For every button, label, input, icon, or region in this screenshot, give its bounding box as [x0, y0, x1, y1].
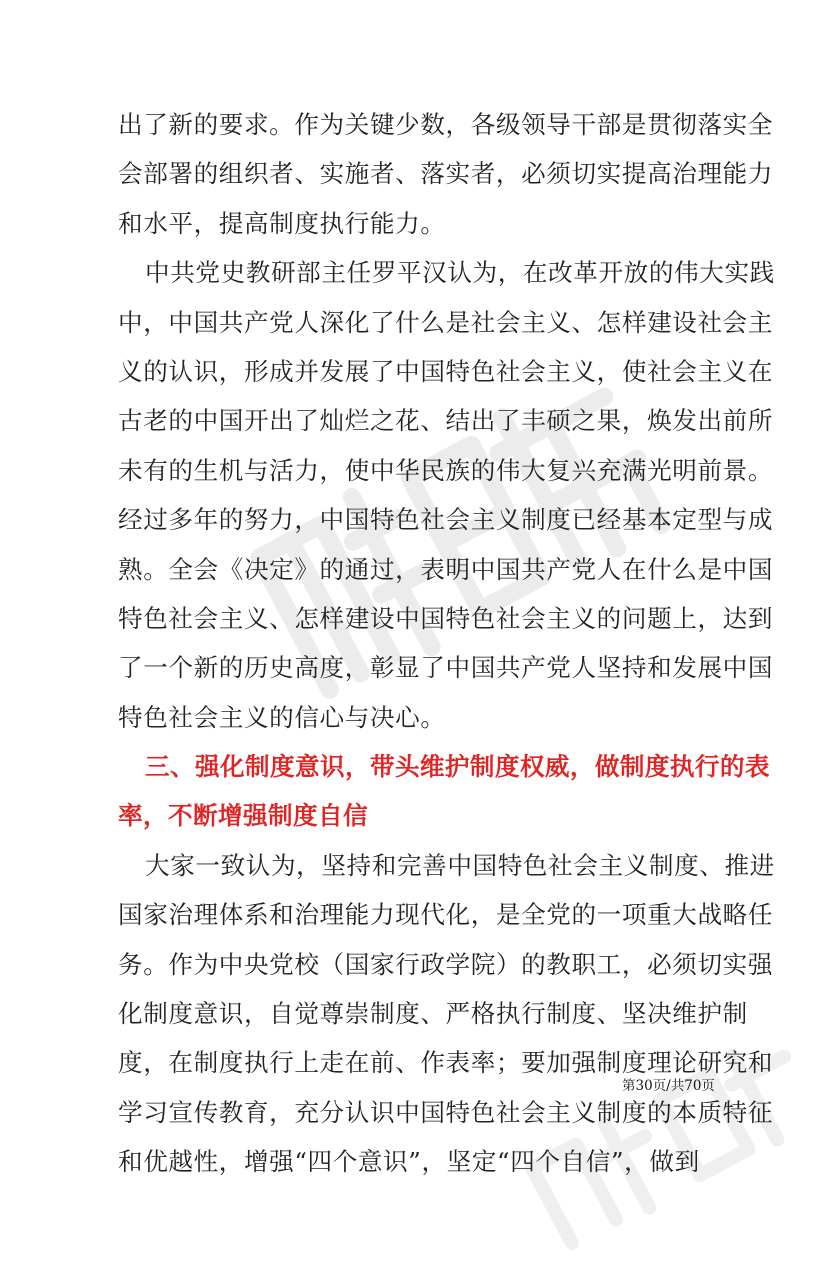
text-line: 学习宣传教育，充分认识中国特色社会主义制度的本质特征 — [118, 1097, 774, 1127]
text-line: 特色社会主义的信心与决心。 — [118, 702, 446, 732]
text-line: 熟。全会《决定》的通过，表明中国共产党人在什么是中国 — [118, 554, 774, 584]
text-line: 务。作为中央党校（国家行政学院）的教职工，必须切实强 — [118, 949, 774, 979]
text-line: 古老的中国开出了灿烂之花、结出了丰硕之果，焕发出前所 — [118, 406, 774, 436]
paragraph-consensus — [118, 841, 775, 1187]
text-line: 国家治理体系和治理能力现代化，是全党的一项重大战略任 — [118, 900, 774, 930]
text-line: 大家一致认为，坚持和完善中国特色社会主义制度、推进 — [145, 850, 775, 880]
text-line: 度，在制度执行上走在前、作表率；要加强制度理论研究和 — [118, 1048, 774, 1078]
text-line: 了一个新的历史高度，彰显了中国共产党人坚持和发展中国 — [118, 653, 774, 683]
text-line: 出了新的要求。作为关键少数，各级领导干部是贯彻落实全 — [118, 110, 774, 139]
text-line: 化制度意识，自觉尊崇制度、严格执行制度、坚决维护制 — [118, 999, 748, 1029]
heading-line: 率，不断增强制度自信 — [118, 801, 368, 831]
text-line: 中，中国共产党人深化了什么是社会主义、怎样建设社会主 — [118, 307, 774, 337]
heading-line: 三、强化制度意识，带头维护制度权威，做制度执行的表 — [145, 752, 770, 782]
text-line: 义的认识，形成并发展了中国特色社会主义，使社会主义在 — [118, 356, 774, 386]
page-number: 第30页/共70页 — [622, 1078, 715, 1094]
section-heading — [118, 742, 770, 841]
paragraph-continuation — [118, 100, 774, 248]
text-line: 经过多年的努力，中国特色社会主义制度已经基本定型与成 — [118, 505, 774, 535]
paragraph-luopinghan — [118, 248, 775, 742]
text-line: 未有的生机与活力，使中华民族的伟大复兴充满光明前景。 — [118, 455, 774, 485]
text-line: 和水平，提高制度执行能力。 — [118, 208, 446, 238]
text-line: 中共党史教研部主任罗平汉认为，在改革开放的伟大实践 — [145, 258, 775, 288]
text-line: 会部署的组织者、实施者、落实者，必须切实提高治理能力 — [118, 159, 774, 189]
text-line: 特色社会主义、怎样建设中国特色社会主义的问题上，达到 — [118, 603, 774, 633]
document-body — [118, 100, 775, 1187]
text-line: 和优越性，增强“四个意识”，坚定“四个自信”，做到 — [118, 1147, 700, 1177]
